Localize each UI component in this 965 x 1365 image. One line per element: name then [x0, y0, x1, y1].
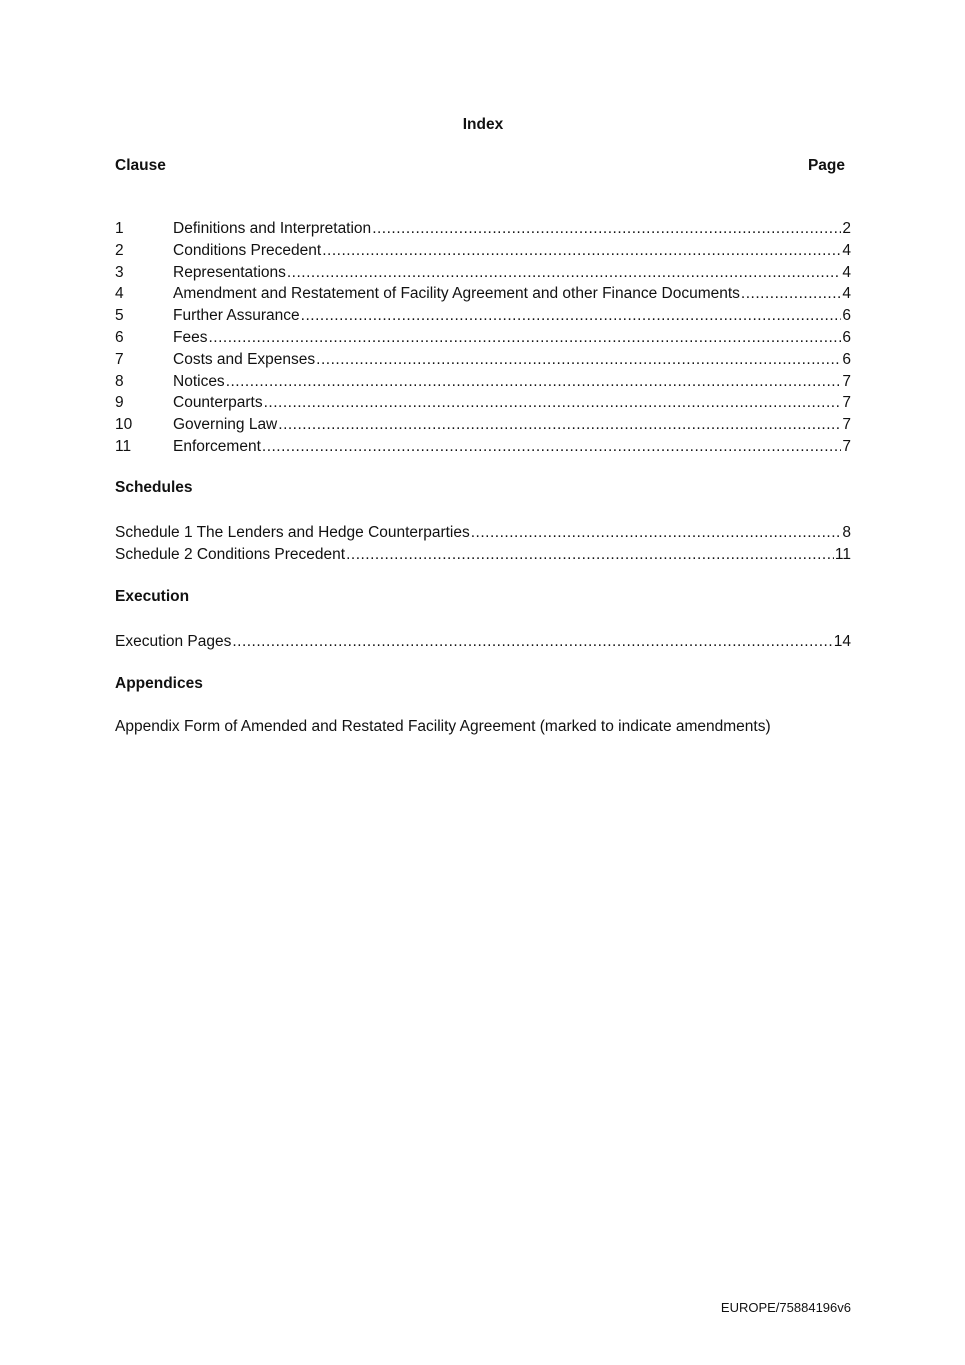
clause-page-number: 6 — [842, 328, 851, 346]
clause-title: Representations — [173, 263, 286, 281]
clause-number: 8 — [115, 372, 124, 390]
dot-leader — [262, 436, 841, 458]
schedule-title: Schedule 1 The Lenders and Hedge Counterparties — [115, 524, 470, 541]
clause-number: 2 — [115, 241, 124, 259]
dot-leader — [322, 240, 841, 262]
clause-column-heading: Clause — [115, 157, 166, 174]
clause-page-number: 4 — [842, 285, 851, 303]
dot-leader — [471, 522, 842, 544]
appendices-heading: Appendices — [115, 675, 203, 692]
execution-title: Execution Pages — [115, 633, 232, 650]
clause-number: 10 — [115, 416, 133, 434]
clause-title: Further Assurance — [173, 307, 300, 325]
dot-leader — [287, 262, 842, 284]
clause-title: Counterparts — [173, 394, 263, 412]
dot-leader — [226, 371, 842, 393]
clause-page-number: 6 — [842, 350, 851, 368]
toc-entry-clause-2[interactable] — [115, 240, 851, 262]
clause-number: 5 — [115, 307, 124, 325]
clause-number: 7 — [115, 350, 124, 368]
page-column-heading: Page — [807, 157, 845, 174]
clause-page-number: 2 — [842, 220, 851, 237]
toc-entry-clause-7[interactable] — [115, 349, 851, 371]
toc-entry-clause-11[interactable] — [115, 436, 851, 458]
execution-heading: Execution — [115, 588, 190, 605]
schedules-heading: Schedules — [115, 479, 193, 496]
toc-entry-execution-pages[interactable] — [115, 631, 851, 653]
clause-number: 6 — [115, 328, 124, 346]
toc-entry-clause-8[interactable] — [115, 371, 851, 393]
clause-number: 4 — [115, 285, 124, 303]
clause-page-number: 4 — [842, 241, 851, 259]
toc-entry-clause-3[interactable] — [115, 262, 851, 284]
toc-entry-clause-10[interactable] — [115, 414, 851, 436]
clause-title: Governing Law — [173, 416, 278, 434]
clause-title: Definitions and Interpretation — [173, 220, 372, 237]
clause-title: Conditions Precedent — [173, 241, 322, 259]
clause-number: 3 — [115, 263, 124, 281]
column-headings — [115, 157, 845, 175]
clause-title: Amendment and Restatement of Facility Agreement and other Finance Documents — [173, 285, 740, 303]
clause-title: Costs and Expenses — [173, 350, 316, 368]
toc-entry-clause-1[interactable] — [115, 218, 851, 240]
schedule-page-number: 8 — [842, 524, 851, 541]
schedules-list — [115, 522, 851, 566]
execution-list — [115, 631, 851, 653]
dot-leader — [741, 283, 841, 305]
clause-list — [115, 218, 851, 458]
clause-page-number: 7 — [842, 416, 851, 434]
clause-page-number: 6 — [842, 307, 851, 325]
document-reference: EUROPE/75884196v6 — [720, 1300, 851, 1315]
dot-leader — [208, 327, 841, 349]
index-title: Index — [462, 116, 504, 133]
clause-number: 9 — [115, 394, 124, 412]
clause-page-number: 7 — [842, 372, 851, 390]
toc-entry-schedule-2[interactable] — [115, 544, 851, 566]
toc-entry-clause-6[interactable] — [115, 327, 851, 349]
dot-leader — [278, 414, 841, 436]
dot-leader — [346, 544, 834, 566]
dot-leader — [264, 392, 842, 414]
clause-page-number: 7 — [842, 437, 851, 455]
clause-number: 1 — [115, 220, 124, 237]
execution-page-number: 14 — [833, 633, 851, 650]
clause-title: Enforcement — [173, 437, 261, 455]
dot-leader — [372, 218, 841, 240]
schedule-title: Schedule 2 Conditions Precedent — [115, 545, 346, 563]
clause-page-number: 7 — [842, 394, 851, 412]
toc-entry-clause-4[interactable] — [115, 283, 851, 305]
dot-leader — [301, 305, 842, 327]
clause-title: Fees — [173, 328, 208, 346]
appendix-entry[interactable]: Appendix Form of Amended and Restated Facility Agreement (marked to indicate amendments) — [115, 718, 771, 735]
dot-leader — [232, 631, 832, 653]
clause-page-number: 4 — [842, 263, 851, 281]
schedule-page-number: 11 — [834, 545, 851, 563]
toc-entry-schedule-1[interactable] — [115, 522, 851, 544]
clause-number: 11 — [115, 437, 132, 455]
dot-leader — [316, 349, 841, 371]
clause-title: Notices — [173, 372, 225, 390]
toc-entry-clause-9[interactable] — [115, 392, 851, 414]
toc-entry-clause-5[interactable] — [115, 305, 851, 327]
